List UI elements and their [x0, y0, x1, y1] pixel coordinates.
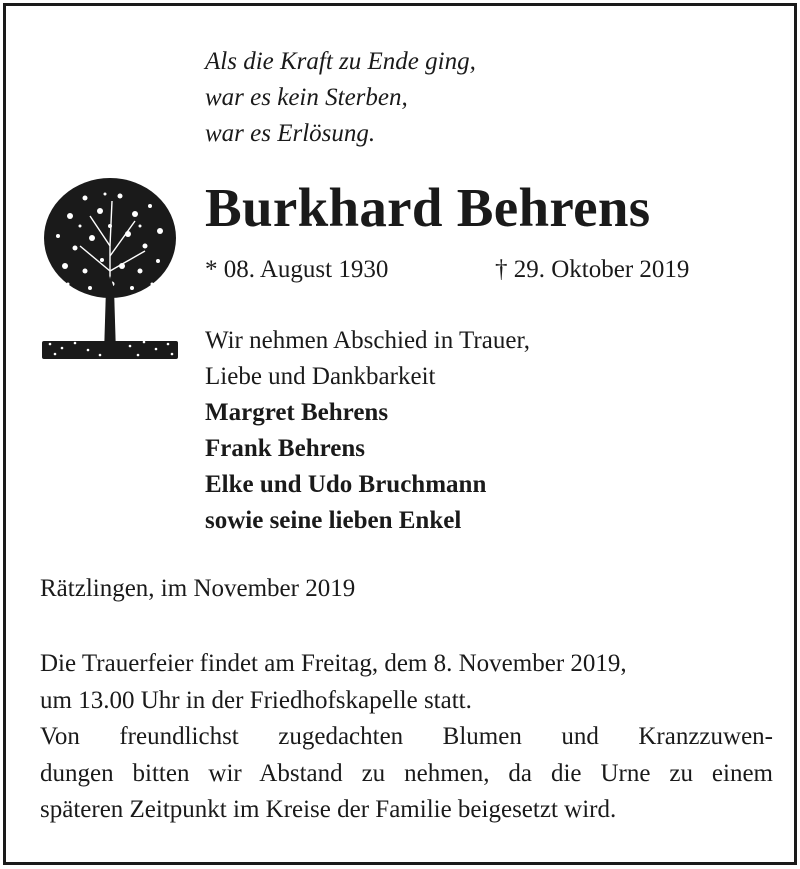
- poem: [205, 44, 476, 152]
- mourner-name: Elke und Udo Bruchmann: [205, 471, 487, 498]
- mourning-block: [205, 323, 530, 539]
- poem-line: Als die Kraft zu Ende ging,: [205, 48, 476, 75]
- funeral-info: [40, 646, 773, 829]
- info-line: Von freundlichst zugedachten Blumen und Kranzzuwen-: [40, 723, 773, 750]
- info-line: späteren Zeitpunkt im Kreise der Familie beigesetzt wird.: [40, 796, 617, 823]
- poem-line: war es kein Sterben,: [205, 84, 408, 111]
- info-line: um 13.00 Uhr in der Friedhofskapelle statt.: [40, 686, 472, 714]
- info-line: Die Trauerfeier findet am Freitag, dem 8. November 2019,: [40, 650, 627, 677]
- mourning-intro-line: Wir nehmen Abschied in Trauer,: [205, 327, 531, 354]
- tree-icon: [40, 176, 180, 361]
- deceased-name: Burkhard Behrens: [205, 177, 651, 238]
- info-line: dungen bitten wir Abstand zu nehmen, da die Urne zu einem: [40, 759, 773, 787]
- obituary-frame: [3, 3, 797, 865]
- birth-date: * 08. August 1930: [205, 256, 389, 283]
- life-dates: [205, 253, 690, 287]
- mourner-name: sowie seine lieben Enkel: [205, 507, 462, 534]
- place-date: Rätzlingen, im November 2019: [40, 575, 356, 602]
- death-date: † 29. Oktober 2019: [495, 256, 690, 283]
- poem-line: war es Erlösung.: [205, 120, 376, 147]
- mourning-intro-line: Liebe und Dankbarkeit: [205, 363, 436, 390]
- mourner-name: Frank Behrens: [205, 435, 365, 462]
- mourner-name: Margret Behrens: [205, 399, 389, 426]
